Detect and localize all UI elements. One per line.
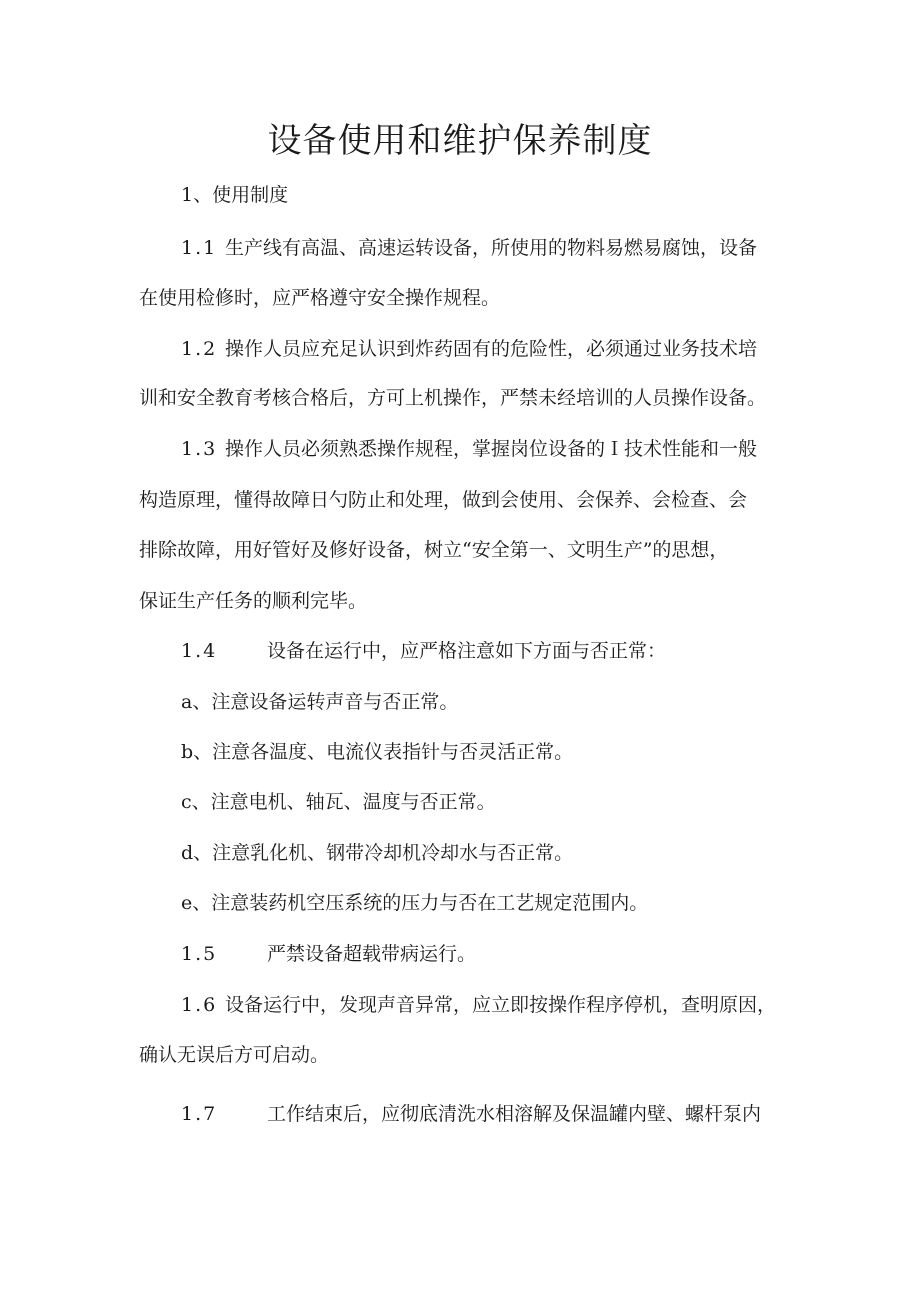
paragraph-text: 严禁设备超载带病运行。 (267, 943, 477, 965)
paragraph-text: 生产线有高温、高速运转设备，所使用的物料易燃易腐蚀，设备 (225, 237, 758, 259)
paragraph-1-6-line-2: 确认无误后方可启动。 (139, 1044, 330, 1066)
list-item-b: b、注意各温度、电流仪表指针与否灵活正常。 (181, 741, 574, 763)
clause-number: 1.1 (181, 237, 218, 259)
paragraph-text: 设备在运行中，应严格注意如下方面与否正常： (267, 640, 667, 662)
paragraph-1-3-line-2: 构造原理，懂得故障日勺防止和处理，做到会使用、会保养、会检查、会 (139, 489, 748, 511)
paragraph-1-2-line-2: 训和安全教育考核合格后，方可上机操作，严禁未经培训的人员操作设备。 (139, 387, 767, 409)
paragraph-1-1-line-1 (181, 235, 757, 261)
paragraph-1-1-line-2: 在使用检修时，应严格遵守安全操作规程。 (139, 287, 501, 309)
paragraph-1-3-line-3: 排除故障，用好管好及修好设备，树立“安全第一、文明生产”的思想， (139, 539, 729, 561)
paragraph-1-4 (181, 638, 666, 664)
paragraph-1-2-line-1 (181, 336, 757, 362)
clause-number: 1.7 (181, 1103, 218, 1125)
clause-number: 1.6 (181, 994, 218, 1016)
clause-number: 1.4 (181, 640, 218, 662)
paragraph-1-7 (181, 1101, 761, 1127)
document-title: 设备使用和维护保养制度 (267, 121, 653, 161)
list-item-e: e、注意装药机空压系统的压力与否在工艺规定范围内。 (181, 892, 649, 914)
section-heading: 1、使用制度 (181, 184, 289, 206)
paragraph-1-3-line-1 (181, 436, 757, 462)
list-item-c: c、注意电机、轴瓦、温度与否正常。 (181, 791, 496, 813)
clause-number: 1.2 (181, 338, 218, 360)
paragraph-1-3-line-4: 保证生产任务的顺利完毕。 (139, 590, 368, 612)
clause-number: 1.5 (181, 943, 218, 965)
list-item-d: d、注意乳化机、钢带冷却机冷却水与否正常。 (181, 842, 574, 864)
list-item-a: a、注意设备运转声音与否正常。 (181, 691, 459, 713)
paragraph-text: 操作人员应充足认识到炸药固有的危险性，必须通过业务技术培 (225, 338, 758, 360)
paragraph-1-6-line-1 (181, 992, 776, 1018)
paragraph-text: 设备运行中，发现声音异常，应立即按操作程序停机，查明原因， (225, 994, 777, 1016)
paragraph-1-5 (181, 941, 476, 967)
paragraph-text: 工作结束后，应彻底清洗水相溶解及保温罐内壁、螺杆泵内 (267, 1103, 762, 1125)
clause-number: 1.3 (181, 438, 218, 460)
paragraph-text: 操作人员必须熟悉操作规程，掌握岗位设备的Ｉ技术性能和一般 (225, 438, 758, 460)
